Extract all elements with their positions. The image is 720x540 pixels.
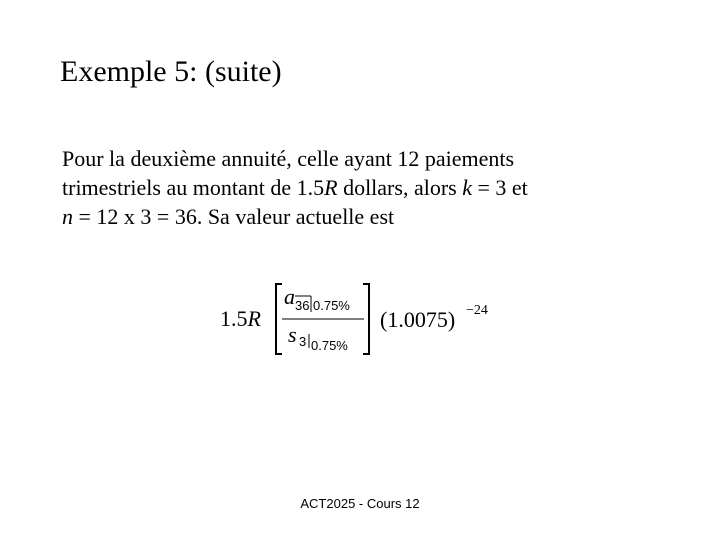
line2-text-c: = 3 et bbox=[471, 175, 528, 200]
var-k: k bbox=[462, 175, 472, 200]
var-n: n bbox=[62, 204, 73, 229]
numerator-symbol: a bbox=[284, 284, 295, 309]
paragraph-line-1: Pour la deuxième annuité, celle ayant 12 paiements bbox=[62, 146, 515, 171]
numerator-rate: 0.75% bbox=[313, 298, 350, 313]
slide-title: Exemple 5: (suite) bbox=[60, 55, 282, 88]
paragraph-line-3 bbox=[62, 202, 662, 231]
line2-text-b: dollars, alors bbox=[337, 175, 463, 200]
denominator-rate: 0.75% bbox=[311, 338, 348, 353]
formula-coefficient: 1.5R bbox=[220, 306, 261, 331]
left-bracket bbox=[276, 284, 282, 354]
slide-footer: ACT2025 - Cours 12 bbox=[300, 496, 420, 511]
formula-exponent: −24 bbox=[466, 303, 488, 318]
line2-text-a: trimestriels au montant de 1.5 bbox=[62, 175, 325, 200]
numerator-term: 36 bbox=[295, 298, 310, 313]
formula-base: (1.0075) bbox=[380, 307, 456, 332]
line3-text: = 12 x 3 = 36. Sa valeur actuelle est bbox=[73, 204, 395, 229]
present-value-formula bbox=[220, 280, 520, 360]
denominator-term: 3 bbox=[299, 334, 307, 349]
body-paragraph bbox=[62, 144, 662, 231]
paragraph-line-2 bbox=[62, 173, 662, 202]
denominator-symbol: s bbox=[288, 322, 297, 347]
var-R: R bbox=[324, 175, 338, 200]
